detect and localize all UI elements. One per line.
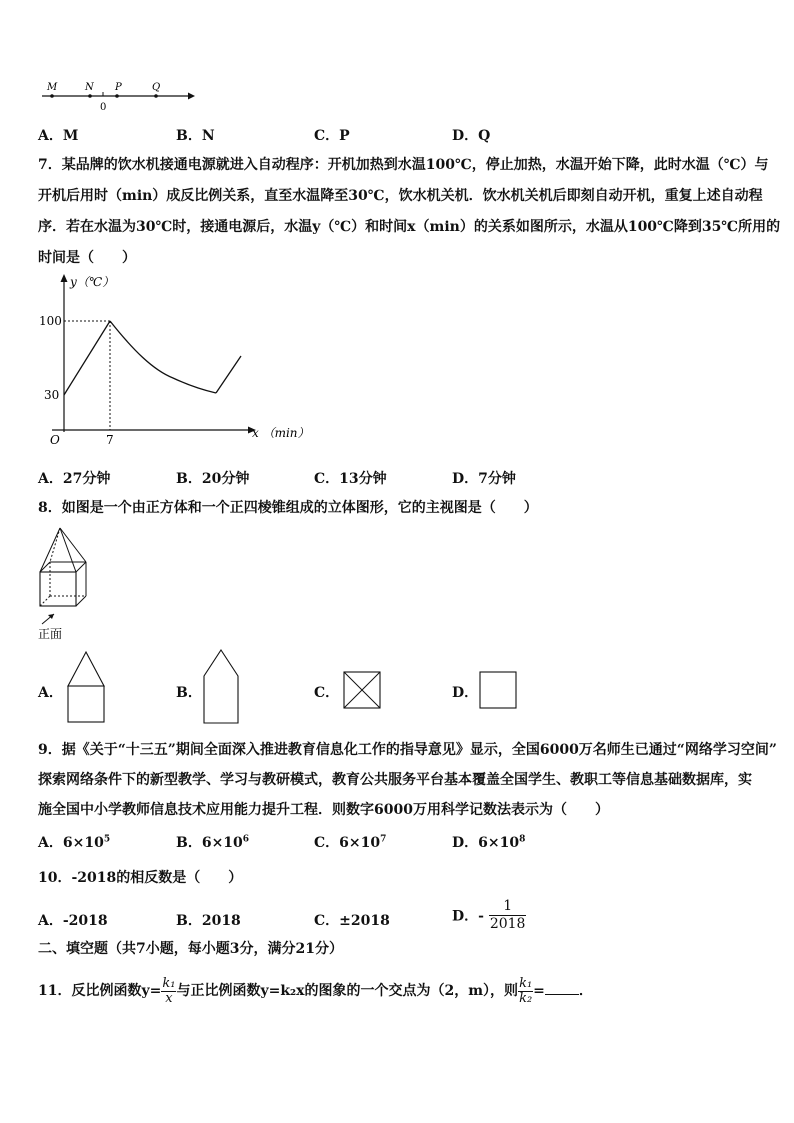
q10-option-a[interactable]: A．-2018 <box>38 913 108 929</box>
q8-option-c-figure[interactable] <box>342 670 382 710</box>
zero-label: 0 <box>100 102 107 113</box>
q9-line-3: 施全国中小学教师信息技术应用能力提升工程．则数字6000万用科学记数法表示为（ ） <box>38 802 609 818</box>
graph-tick-30: 30 <box>44 388 60 402</box>
q6-option-c[interactable]: C．P <box>314 128 350 144</box>
q6-option-d[interactable]: D．Q <box>452 128 491 144</box>
q7-temperature-graph <box>38 270 310 450</box>
graph-tick-7: 7 <box>106 433 114 447</box>
q10-option-d-fraction: $\frac{1}{2018}$ <box>489 898 526 932</box>
q8-solid-figure <box>36 524 96 644</box>
q11-text: 11．反比例函数y= $\frac{\text{k₁}}{x}$ 与正比例函数y=k₂x的图象的一个交点为（2，m），则 $\frac{\text{k₁}}{\text{k₂}}$ = ． <box>38 975 593 1006</box>
q7-line-1: 7．某品牌的饮水机接通电源就进入自动程序：开机加热到水温100℃，停止加热，水温开始下降，此时水温（℃）与 <box>38 157 769 173</box>
graph-x-axis-label: x （min） <box>252 426 310 440</box>
q7-option-a[interactable]: A．27分钟 <box>38 471 111 487</box>
q8-option-b-figure[interactable] <box>200 648 244 728</box>
q7-option-d[interactable]: D．7分钟 <box>452 471 516 487</box>
graph-y-axis-label: y（℃） <box>70 275 115 289</box>
q6-option-b[interactable]: B．N <box>176 128 215 144</box>
q7-option-b[interactable]: B．20分钟 <box>176 471 250 487</box>
q9-option-d[interactable]: D．$6\times 10^8$ <box>452 834 526 851</box>
q9-option-c[interactable]: C．$6\times 10^7$ <box>314 834 387 851</box>
section-2-title: 二、填空题（共7小题，每小题3分，满分21分） <box>38 941 343 957</box>
q6-option-a[interactable]: A．M <box>38 128 79 144</box>
point-q-label: Q <box>152 82 161 93</box>
q7-line-2: 开机后用时（min）成反比例关系，直至水温降至30℃，饮水机关机．饮水机关机后即刻自动开机，重复上述自动程 <box>38 188 763 204</box>
q7-option-c[interactable]: C．13分钟 <box>314 471 387 487</box>
point-m-label: M <box>47 82 58 93</box>
q9-line-1: 9．据《关于“十三五”期间全面深入推进教育信息化工作的指导意见》显示，全国6000万名师生已通过“网络学习空间” <box>38 742 777 758</box>
q10-option-c[interactable]: C．±2018 <box>314 913 390 929</box>
q9-line-2: 探索网络条件下的新型教学、学习与教研模式，教育公共服务平台基本覆盖全国学生、教职工等信息基础数据库，实 <box>38 772 752 788</box>
point-p-label: P <box>115 82 122 93</box>
q8-option-a-label[interactable]: A． <box>38 685 63 701</box>
q8-option-d-figure[interactable] <box>478 670 518 710</box>
q10-option-d[interactable]: D．- $\frac{1}{2018}$ <box>452 898 526 932</box>
q8-text: 8．如图是一个由正方体和一个正四棱锥组成的立体图形，它的主视图是（ ） <box>38 500 538 516</box>
q11-fraction-2: $\frac{\text{k₁}}{\text{k₂}}$ <box>519 975 533 1006</box>
graph-origin-label: O <box>50 433 60 447</box>
q8-option-d-label[interactable]: D． <box>452 685 479 701</box>
q11-fraction-1: $\frac{\text{k₁}}{x}$ <box>162 975 176 1006</box>
q9-option-b[interactable]: B．$6\times 10^6$ <box>176 834 250 851</box>
q10-text: 10．-2018的相反数是（ ） <box>38 870 243 886</box>
q8-option-c-label[interactable]: C． <box>314 685 340 701</box>
front-view-label: 正面 <box>38 627 63 641</box>
q11-answer-blank[interactable] <box>545 982 579 995</box>
point-n-label: N <box>85 82 94 93</box>
graph-tick-100: 100 <box>39 314 62 328</box>
q8-option-b-label[interactable]: B． <box>176 685 202 701</box>
number-line-figure <box>38 76 198 116</box>
q7-line-3: 序．若在水温为30℃时，接通电源后，水温y（℃）和时间x（min）的关系如图所示，水温从100℃降到35℃所用的 <box>38 219 781 235</box>
q9-option-a[interactable]: A．$6\times 10^5$ <box>38 834 111 851</box>
q7-line-4: 时间是（ ） <box>38 250 136 266</box>
q8-option-a-figure[interactable] <box>64 650 108 726</box>
q10-option-b[interactable]: B．2018 <box>176 913 241 929</box>
